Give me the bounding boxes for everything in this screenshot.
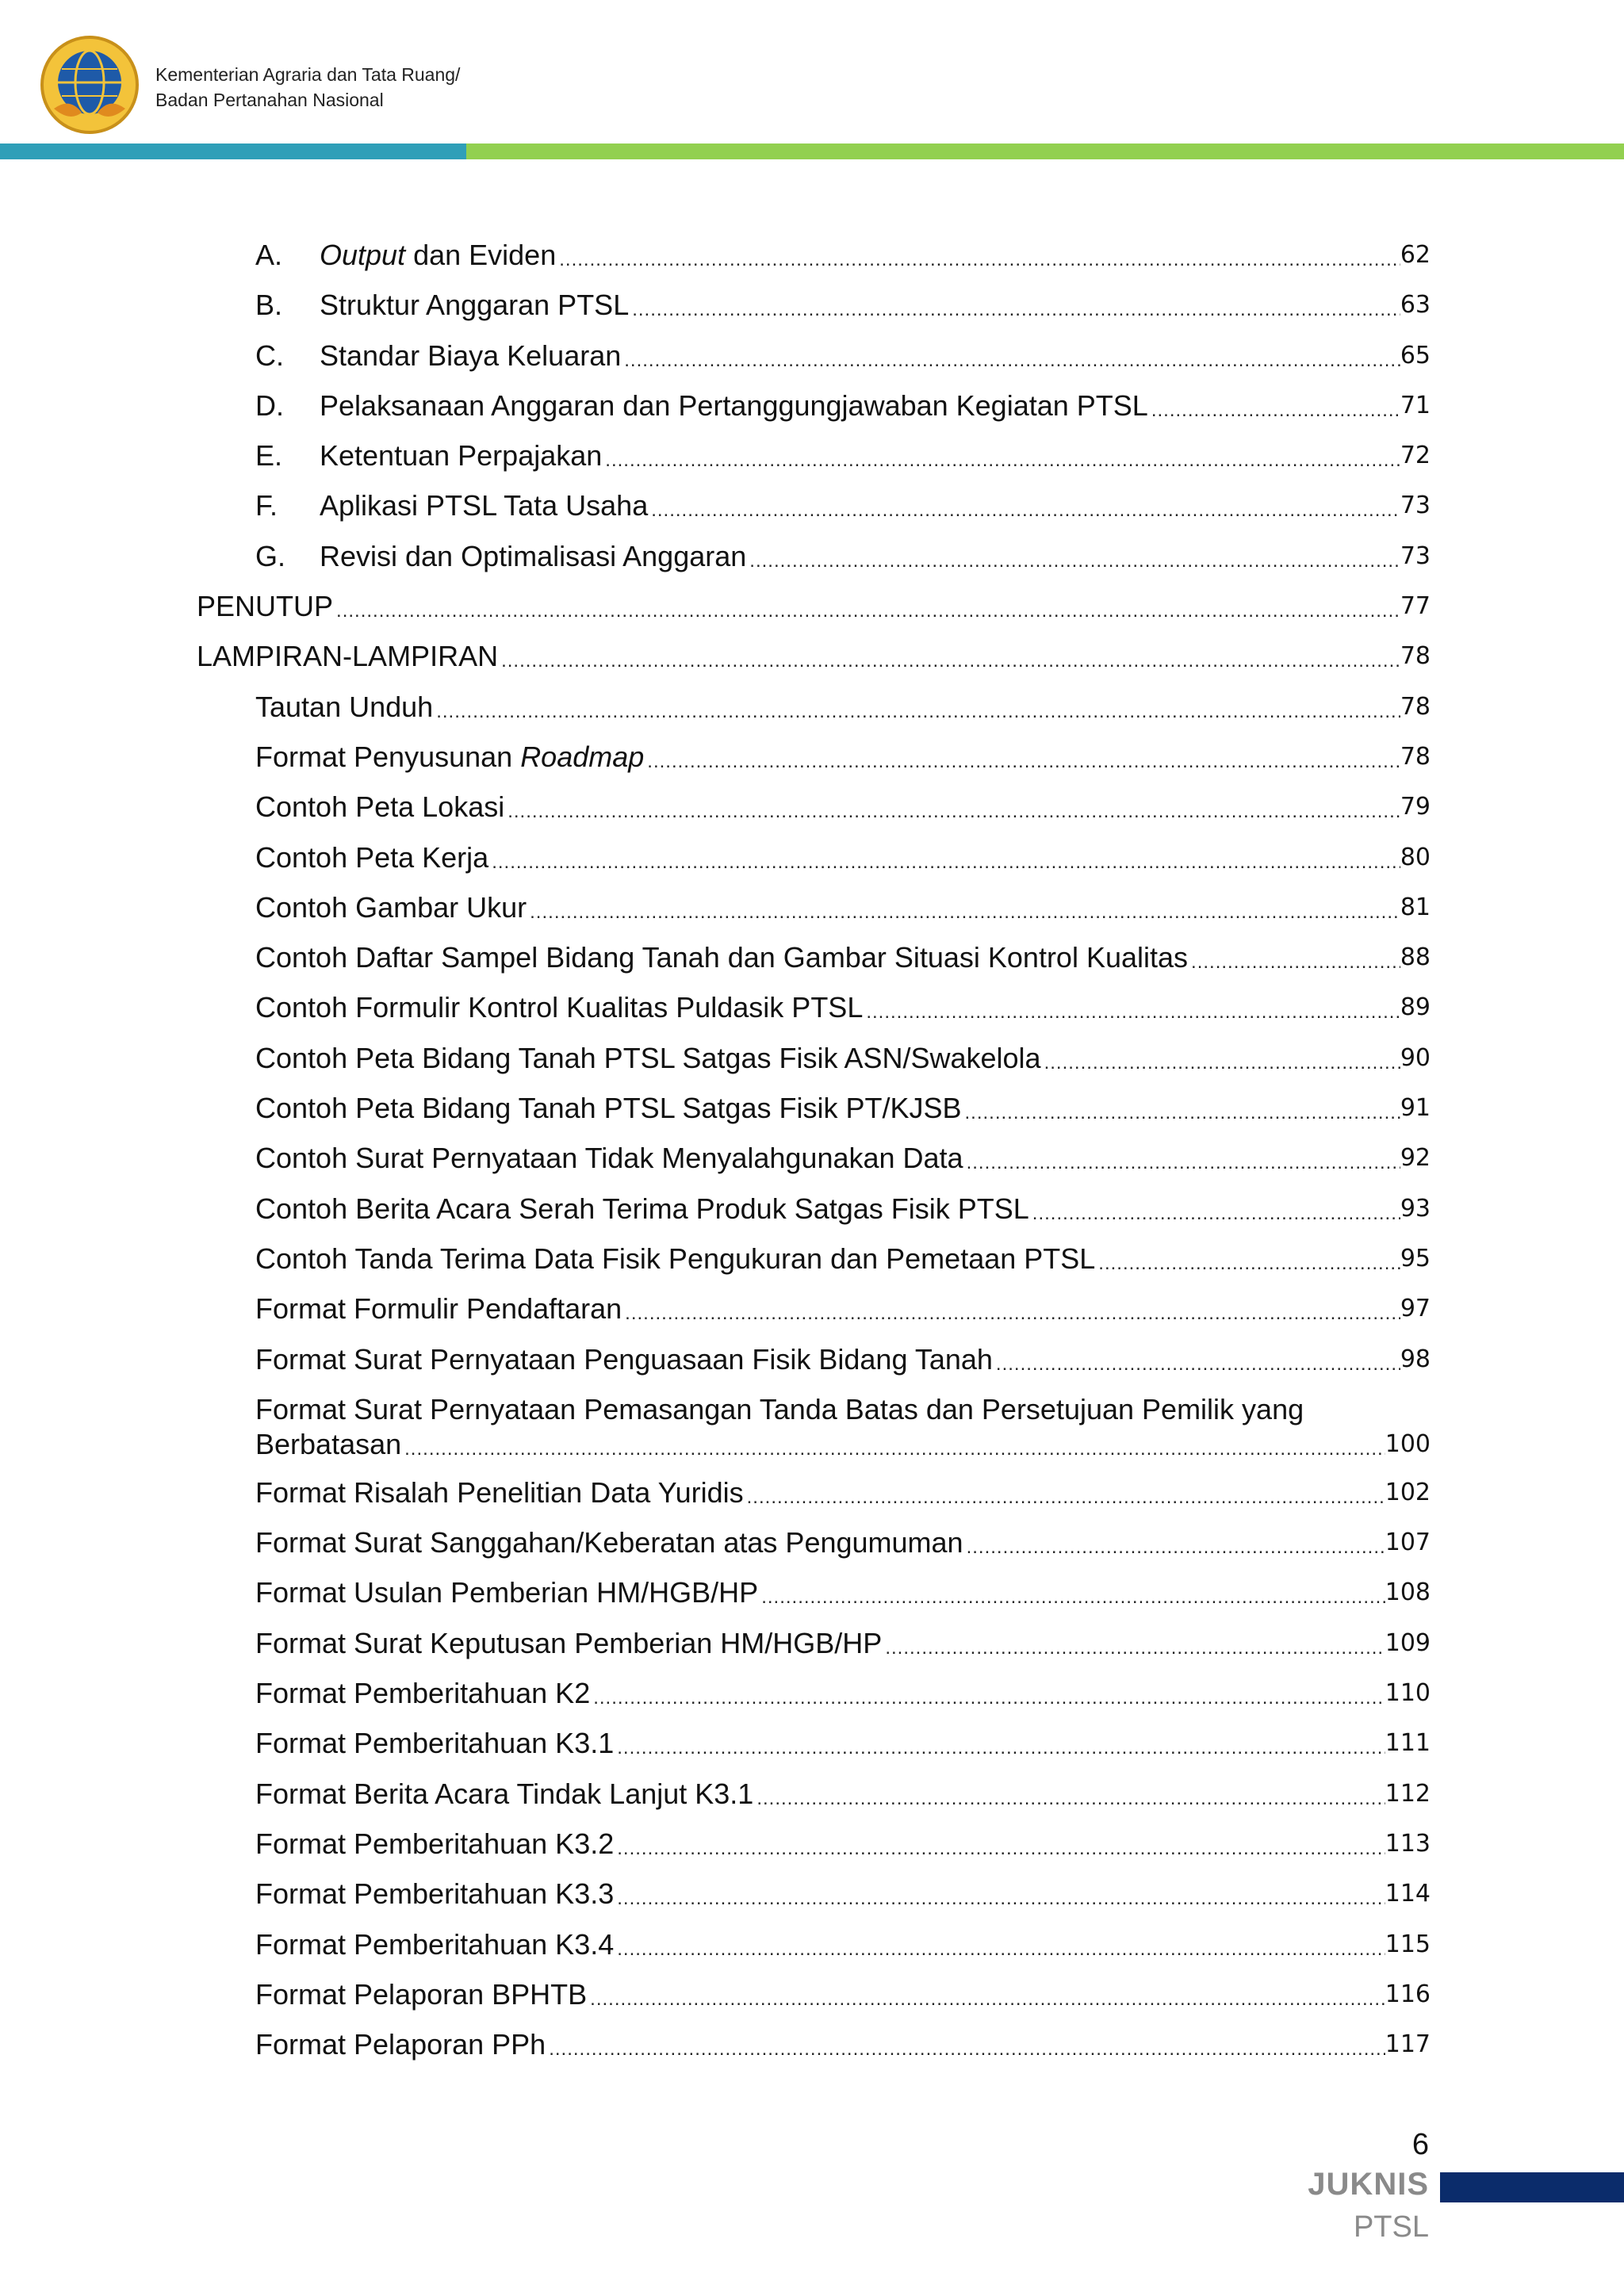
toc-entry[interactable] — [255, 288, 1431, 323]
toc-entry[interactable] — [255, 1475, 1431, 1510]
toc-page: 116 — [1385, 1980, 1431, 2008]
toc-entry[interactable] — [255, 1141, 1431, 1176]
toc-page: 88 — [1400, 943, 1431, 972]
footer-juknis: JUKNIS — [1308, 2167, 1429, 2202]
toc-title: Pelaksanaan Anggaran dan Pertanggungjawaban Kegiatan PTSL — [320, 388, 1148, 422]
toc-title: Ketentuan Perpajakan — [320, 439, 603, 473]
leader-dots — [1188, 950, 1400, 975]
toc-page: 62 — [1400, 241, 1431, 269]
toc-page: 90 — [1400, 1043, 1431, 1072]
footer-bar — [1440, 2172, 1624, 2202]
leader-dots — [614, 1735, 1385, 1761]
toc-page: 81 — [1400, 893, 1431, 921]
toc-title: LAMPIRAN-LAMPIRAN — [197, 640, 499, 673]
toc-page: 77 — [1400, 592, 1431, 621]
leader-dots — [1148, 398, 1400, 423]
toc-title: Contoh Surat Pernyataan Tidak Menyalahgunakan Data — [255, 1142, 963, 1175]
leader-dots — [614, 1937, 1385, 1962]
header-bar-green — [466, 144, 1624, 159]
leader-dots — [546, 2037, 1385, 2062]
leader-dots — [590, 1686, 1385, 1711]
page-number: 6 — [1411, 2128, 1429, 2161]
toc-entry-penutup[interactable] — [197, 589, 1431, 624]
toc-entry[interactable] — [255, 1676, 1431, 1711]
toc-page: 107 — [1385, 1529, 1431, 1557]
toc-title: Format Penyusunan Roadmap — [255, 740, 645, 773]
toc-page: 95 — [1400, 1244, 1431, 1272]
toc-entry[interactable] — [255, 488, 1431, 523]
toc-title: Contoh Peta Lokasi — [255, 790, 505, 824]
toc-entry[interactable] — [255, 1977, 1431, 2012]
toc-entry[interactable] — [255, 690, 1431, 725]
leader-dots — [614, 1886, 1385, 1911]
toc-page: 115 — [1385, 1930, 1431, 1958]
leader-dots — [401, 1437, 1385, 1462]
toc-page: 71 — [1400, 391, 1431, 419]
toc-title: Revisi dan Optimalisasi Anggaran — [320, 539, 747, 572]
toc-page: 110 — [1385, 1679, 1431, 1708]
toc-page: 89 — [1400, 993, 1431, 1022]
toc-title: Contoh Tanda Terima Data Fisik Pengukuran dan Pemetaan PTSL — [255, 1242, 1096, 1275]
toc-title: Contoh Gambar Ukur — [255, 890, 527, 924]
toc-title: Format Surat Keputusan Pemberian HM/HGB/HP — [255, 1626, 883, 1659]
toc-title: Format Pelaporan PPh — [255, 2028, 546, 2061]
toc-entry[interactable] — [255, 940, 1431, 975]
toc-title: Format Pemberitahuan K2 — [255, 1677, 591, 1710]
leader-dots — [644, 749, 1400, 775]
toc-title: Contoh Peta Kerja — [255, 840, 489, 874]
leader-dots — [621, 348, 1400, 373]
org-line-1: Kementerian Agraria dan Tata Ruang/ — [155, 64, 461, 85]
toc-title: Format Pemberitahuan K3.1 — [255, 1727, 615, 1760]
toc-entry[interactable] — [255, 1877, 1431, 1911]
leader-dots — [648, 498, 1400, 523]
leader-dots — [498, 649, 1400, 674]
toc-title: Contoh Daftar Sampel Bidang Tanah dan Gambar Situasi Kontrol Kualitas — [255, 941, 1189, 974]
toc-letter: D. — [255, 388, 284, 422]
toc-page: 91 — [1400, 1094, 1431, 1123]
toc-entry[interactable] — [255, 539, 1431, 574]
toc-entry[interactable] — [255, 840, 1431, 875]
toc-page: 80 — [1400, 843, 1431, 871]
toc-title: PENUTUP — [197, 590, 334, 623]
leader-dots — [602, 448, 1400, 473]
toc-entry[interactable] — [255, 1041, 1431, 1076]
toc-page: 65 — [1400, 341, 1431, 369]
toc-entry[interactable] — [255, 1392, 1431, 1462]
toc-page: 111 — [1385, 1729, 1431, 1758]
leader-dots — [629, 297, 1400, 323]
toc-page: 78 — [1400, 742, 1431, 771]
toc-entry[interactable] — [255, 1342, 1431, 1377]
toc-title: Format Pemberitahuan K3.2 — [255, 1827, 615, 1860]
leader-dots — [753, 1786, 1385, 1812]
toc-page: 92 — [1400, 1144, 1431, 1173]
leader-dots — [333, 599, 1400, 624]
toc-entry[interactable] — [255, 2027, 1431, 2062]
toc-title-line-1: Format Surat Pernyataan Pemasangan Tanda Batas dan Persetujuan Pemilik yang — [255, 1392, 1304, 1425]
toc-entry[interactable] — [255, 1927, 1431, 1962]
toc-title: Format Berita Acara Tindak Lanjut K3.1 — [255, 1777, 754, 1810]
header-bar-teal — [0, 144, 466, 159]
leader-dots — [527, 900, 1400, 925]
toc-page: 63 — [1400, 291, 1431, 320]
toc-title: Contoh Peta Bidang Tanah PTSL Satgas Fisik ASN/Swakelola — [255, 1041, 1041, 1074]
leader-dots — [587, 1987, 1385, 2012]
toc-page: 98 — [1400, 1345, 1431, 1373]
toc-letter: A. — [255, 239, 283, 271]
toc-entry[interactable] — [255, 238, 1431, 273]
toc-letter: F. — [255, 489, 278, 522]
toc-title: Format Pemberitahuan K3.3 — [255, 1877, 615, 1911]
toc-entry[interactable] — [255, 890, 1431, 925]
toc-entry[interactable] — [255, 990, 1431, 1025]
toc-title: Standar Biaya Keluaran — [320, 339, 622, 372]
toc-entry[interactable] — [255, 1525, 1431, 1560]
leader-dots — [993, 1352, 1400, 1377]
toc-page: 108 — [1385, 1578, 1431, 1607]
leader-dots — [622, 1301, 1400, 1326]
toc-page: 93 — [1400, 1194, 1431, 1223]
toc-entry[interactable] — [255, 1242, 1431, 1276]
toc-letter: G. — [255, 539, 286, 572]
toc-entry[interactable] — [255, 388, 1431, 423]
leader-dots — [1041, 1050, 1400, 1076]
toc-page: 79 — [1400, 793, 1431, 821]
toc-page: 112 — [1385, 1779, 1431, 1808]
leader-dots — [433, 699, 1400, 725]
toc-page: 97 — [1400, 1295, 1431, 1323]
toc-title: Format Pemberitahuan K3.4 — [255, 1927, 615, 1961]
toc-entry[interactable] — [255, 1827, 1431, 1862]
toc-entry[interactable] — [255, 1626, 1431, 1661]
leader-dots — [1095, 1251, 1400, 1276]
toc-title: Format Usulan Pemberian HM/HGB/HP — [255, 1576, 759, 1609]
toc-title: Contoh Peta Bidang Tanah PTSL Satgas Fisik PT/KJSB — [255, 1092, 962, 1125]
toc-page: 113 — [1385, 1829, 1431, 1858]
toc-title: Format Surat Sanggahan/Keberatan atas Pengumuman — [255, 1526, 963, 1559]
toc-entry-lampiran[interactable] — [197, 639, 1431, 674]
toc-entry[interactable] — [255, 790, 1431, 825]
leader-dots — [863, 1000, 1400, 1025]
toc-letter: E. — [255, 439, 283, 473]
toc-title-line-2: Berbatasan — [255, 1427, 402, 1460]
toc-title: Format Surat Pernyataan Penguasaan Fisik Bidang Tanah — [255, 1342, 993, 1376]
atr-bpn-logo-icon — [38, 33, 141, 136]
toc-page: 102 — [1385, 1478, 1431, 1506]
toc-title: Contoh Formulir Kontrol Kualitas Puldasik PTSL — [255, 991, 864, 1024]
toc-entry[interactable] — [255, 1575, 1431, 1610]
leader-dots — [962, 1100, 1400, 1126]
organization-name — [155, 62, 460, 113]
toc-letter: C. — [255, 339, 284, 372]
toc-entry[interactable] — [255, 339, 1431, 373]
leader-dots — [556, 247, 1400, 273]
toc-page: 72 — [1400, 442, 1431, 470]
leader-dots — [746, 549, 1400, 574]
toc-title: Tautan Unduh — [255, 690, 434, 723]
toc-page: 78 — [1400, 692, 1431, 721]
leader-dots — [963, 1150, 1400, 1176]
toc-entry[interactable] — [255, 1777, 1431, 1812]
leader-dots — [504, 799, 1400, 825]
toc-page: 114 — [1385, 1880, 1431, 1908]
toc-title: Output dan Eviden — [320, 239, 557, 271]
page-header — [0, 0, 1624, 163]
toc-title: Format Formulir Pendaftaran — [255, 1292, 622, 1326]
leader-dots — [744, 1485, 1385, 1510]
toc-title: Format Risalah Penelitian Data Yuridis — [255, 1475, 744, 1509]
toc-page: 117 — [1385, 2030, 1431, 2059]
toc-entry[interactable] — [255, 1292, 1431, 1326]
leader-dots — [614, 1836, 1385, 1862]
table-of-contents — [197, 238, 1431, 2077]
footer-ptsl: PTSL — [1353, 2210, 1429, 2244]
toc-page: 78 — [1400, 642, 1431, 671]
toc-page: 73 — [1400, 492, 1431, 520]
toc-title: Struktur Anggaran PTSL — [320, 289, 630, 322]
leader-dots — [488, 850, 1400, 875]
leader-dots — [963, 1535, 1385, 1560]
toc-title: Contoh Berita Acara Serah Terima Produk Satgas Fisik PTSL — [255, 1192, 1029, 1225]
toc-entry[interactable] — [255, 1192, 1431, 1226]
toc-entry[interactable] — [255, 1091, 1431, 1126]
leader-dots — [882, 1636, 1385, 1661]
toc-title: Aplikasi PTSL Tata Usaha — [320, 489, 649, 522]
toc-title: Format Pelaporan BPHTB — [255, 1977, 588, 2011]
leader-dots — [1029, 1201, 1400, 1226]
toc-page: 109 — [1385, 1628, 1431, 1657]
toc-entry[interactable] — [255, 438, 1431, 473]
toc-page: 100 — [1385, 1429, 1431, 1458]
toc-entry[interactable] — [255, 740, 1431, 775]
org-line-2: Badan Pertanahan Nasional — [155, 90, 384, 110]
toc-page: 73 — [1400, 541, 1431, 570]
leader-dots — [758, 1585, 1385, 1610]
toc-letter: B. — [255, 289, 283, 322]
toc-entry[interactable] — [255, 1726, 1431, 1761]
